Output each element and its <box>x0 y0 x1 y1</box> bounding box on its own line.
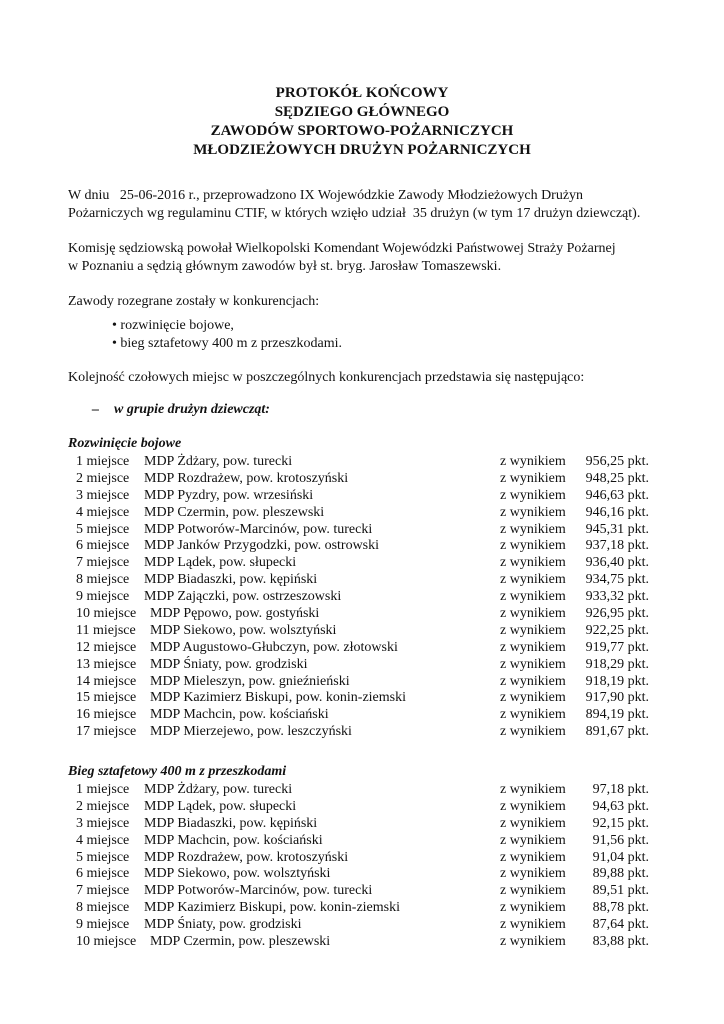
table-row <box>0 799 724 816</box>
intro-line-2: Pożarniczych wg regulaminu CTIF, w których wzięło udział 35 drużyn (w tym 17 drużyn dziewcząt). <box>68 206 641 221</box>
team-cell: MDP Pępowo, pow. gostyński <box>150 606 320 622</box>
rank-cell: 9 miejsce <box>76 917 130 933</box>
result-label: z wynikiem <box>500 798 566 814</box>
team-cell: MDP Kazimierz Biskupi, pow. konin-ziemski <box>150 690 406 706</box>
section-title-rozwiniecie: Rozwinięcie bojowe <box>68 436 182 451</box>
score-cell: 948,25 pkt. <box>585 470 649 486</box>
score-cell: 89,51 pkt. <box>592 883 649 899</box>
result-label: z wynikiem <box>500 656 566 672</box>
team-cell: MDP Śniaty, pow. grodziski <box>150 656 308 672</box>
table-row <box>0 917 724 934</box>
result-label: z wynikiem <box>500 934 566 950</box>
team-cell: MDP Żdżary, pow. turecki <box>144 454 293 469</box>
table-row <box>0 555 724 572</box>
team-cell: MDP Siekowo, pow. wolsztyński <box>144 866 331 882</box>
result-label: z wynikiem <box>500 782 566 797</box>
score-cell: 926,95 pkt. <box>585 606 649 622</box>
table-row <box>0 782 724 799</box>
team-cell: MDP Potworów-Marcinów, pow. turecki <box>144 883 373 899</box>
team-cell: MDP Machcin, pow. kościański <box>144 832 323 848</box>
rank-cell: 14 miejsce <box>76 673 137 689</box>
result-label: z wynikiem <box>500 589 566 605</box>
score-cell: 918,19 pkt. <box>585 673 649 689</box>
result-label: z wynikiem <box>500 883 566 899</box>
intro-paragraph <box>68 187 688 223</box>
table-row <box>0 674 724 691</box>
score-cell: 91,56 pkt. <box>592 832 649 848</box>
rank-cell: 7 miejsce <box>76 883 130 899</box>
team-cell: MDP Biadaszki, pow. kępiński <box>144 572 318 588</box>
team-cell: MDP Lądek, pow. słupecki <box>144 555 297 571</box>
results-intro: Kolejność czołowych miejsc w poszczególnych konkurencjach przedstawia się następująco: <box>68 370 585 385</box>
result-label: z wynikiem <box>500 606 566 622</box>
result-label: z wynikiem <box>500 521 566 537</box>
result-label: z wynikiem <box>500 707 566 723</box>
rank-cell: 2 miejsce <box>76 470 130 486</box>
result-label: z wynikiem <box>500 673 566 689</box>
result-label: z wynikiem <box>500 555 566 571</box>
team-cell: MDP Potworów-Marcinów, pow. turecki <box>144 521 373 537</box>
score-cell: 934,75 pkt. <box>585 572 649 588</box>
result-label: z wynikiem <box>500 487 566 503</box>
score-cell: 946,63 pkt. <box>585 487 649 503</box>
table-row <box>0 934 724 951</box>
competitions-intro: Zawody rozegrane zostały w konkurencjach: <box>68 294 320 309</box>
rank-cell: 17 miejsce <box>76 724 137 740</box>
commission-line-1: Komisję sędziowską powołał Wielkopolski Komendant Wojewódzki Państwowej Straży Pożarnej <box>68 241 616 256</box>
team-cell: MDP Mierzejewo, pow. leszczyński <box>150 724 352 740</box>
table-row <box>0 707 724 724</box>
title-line-3: ZAWODÓW SPORTOWO-POŻARNICZYCH <box>210 123 514 139</box>
rank-cell: 8 miejsce <box>76 900 130 916</box>
result-label: z wynikiem <box>500 622 566 638</box>
result-label: z wynikiem <box>500 504 566 520</box>
score-cell: 89,88 pkt. <box>592 866 649 882</box>
group-label: w grupie drużyn dziewcząt: <box>114 402 270 417</box>
rank-cell: 5 miejsce <box>76 849 130 865</box>
score-cell: 945,31 pkt. <box>585 521 649 537</box>
result-label: z wynikiem <box>500 815 566 831</box>
commission-line-2: w Poznaniu a sędzią głównym zawodów był st. bryg. Jarosław Tomaszewski. <box>68 259 502 274</box>
rank-cell: 1 miejsce <box>76 454 130 469</box>
rank-cell: 13 miejsce <box>76 656 137 672</box>
table-row <box>0 866 724 883</box>
team-cell: MDP Czermin, pow. pleszewski <box>150 934 331 950</box>
score-cell: 918,29 pkt. <box>585 656 649 672</box>
intro-line-1: W dniu 25-06-2016 r., przeprowadzono IX Wojewódzkie Zawody Młodzieżowych Drużyn <box>68 188 584 203</box>
team-cell: MDP Siekowo, pow. wolsztyński <box>150 622 337 638</box>
table-row <box>0 833 724 850</box>
result-label: z wynikiem <box>500 849 566 865</box>
score-cell: 88,78 pkt. <box>592 900 649 916</box>
team-cell: MDP Mieleszyn, pow. gnieźnieński <box>150 673 350 689</box>
score-cell: 919,77 pkt. <box>585 639 649 655</box>
table-row <box>0 640 724 657</box>
table-row <box>0 572 724 589</box>
score-cell: 933,32 pkt. <box>585 589 649 605</box>
score-cell: 936,40 pkt. <box>585 555 649 571</box>
rank-cell: 7 miejsce <box>76 555 130 571</box>
table-row <box>0 690 724 707</box>
results-table-rozwiniecie <box>0 454 724 741</box>
team-cell: MDP Żdżary, pow. turecki <box>144 782 293 797</box>
table-row <box>0 454 724 471</box>
table-row <box>0 522 724 539</box>
score-cell: 937,18 pkt. <box>585 538 649 554</box>
title-line-1: PROTOKÓŁ KOŃCOWY <box>275 85 449 101</box>
competition-item: • rozwinięcie bojowe, <box>112 318 234 333</box>
team-cell: MDP Kazimierz Biskupi, pow. konin-ziemski <box>144 900 400 916</box>
rank-cell: 15 miejsce <box>76 690 137 706</box>
score-cell: 946,16 pkt. <box>585 504 649 520</box>
rank-cell: 16 miejsce <box>76 707 137 723</box>
result-label: z wynikiem <box>500 454 566 469</box>
result-label: z wynikiem <box>500 538 566 554</box>
rank-cell: 6 miejsce <box>76 538 130 554</box>
team-cell: MDP Augustowo-Głubczyn, pow. złotowski <box>150 639 398 655</box>
title-line-4: MŁODZIEŻOWYCH DRUŻYN POŻARNICZYCH <box>193 142 531 158</box>
result-label: z wynikiem <box>500 639 566 655</box>
rank-cell: 6 miejsce <box>76 866 130 882</box>
score-cell: 917,90 pkt. <box>585 690 649 706</box>
table-row <box>0 488 724 505</box>
section-title-bieg: Bieg sztafetowy 400 m z przeszkodami <box>68 764 287 779</box>
score-cell: 956,25 pkt. <box>585 454 649 469</box>
document-title <box>0 84 724 160</box>
group-heading <box>92 401 270 419</box>
team-cell: MDP Machcin, pow. kościański <box>150 707 329 723</box>
result-label: z wynikiem <box>500 572 566 588</box>
table-row <box>0 589 724 606</box>
team-cell: MDP Rozdrażew, pow. krotoszyński <box>144 849 349 865</box>
team-cell: MDP Biadaszki, pow. kępiński <box>144 815 318 831</box>
table-row <box>0 900 724 917</box>
rank-cell: 12 miejsce <box>76 639 137 655</box>
table-row <box>0 657 724 674</box>
result-label: z wynikiem <box>500 724 566 740</box>
result-label: z wynikiem <box>500 690 566 706</box>
rank-cell: 8 miejsce <box>76 572 130 588</box>
team-cell: MDP Lądek, pow. słupecki <box>144 798 297 814</box>
title-line-2: SĘDZIEGO GŁÓWNEGO <box>274 104 450 120</box>
score-cell: 922,25 pkt. <box>585 622 649 638</box>
table-row <box>0 850 724 867</box>
rank-cell: 3 miejsce <box>76 487 130 503</box>
score-cell: 91,04 pkt. <box>592 849 649 865</box>
score-cell: 83,88 pkt. <box>592 934 649 950</box>
competitions-list <box>112 317 342 353</box>
rank-cell: 11 miejsce <box>76 622 136 638</box>
table-row <box>0 505 724 522</box>
table-row <box>0 816 724 833</box>
results-table-bieg <box>0 782 724 951</box>
rank-cell: 2 miejsce <box>76 798 130 814</box>
table-row <box>0 471 724 488</box>
rank-cell: 10 miejsce <box>76 606 137 622</box>
table-row <box>0 606 724 623</box>
team-cell: MDP Czermin, pow. pleszewski <box>144 504 325 520</box>
score-cell: 92,15 pkt. <box>592 815 649 831</box>
team-cell: MDP Janków Przygodzki, pow. ostrowski <box>144 538 380 554</box>
result-label: z wynikiem <box>500 917 566 933</box>
score-cell: 891,67 pkt. <box>585 724 649 740</box>
competition-item: • bieg sztafetowy 400 m z przeszkodami. <box>112 336 342 351</box>
table-row <box>0 724 724 741</box>
commission-paragraph <box>68 240 688 276</box>
score-cell: 87,64 pkt. <box>592 917 649 933</box>
team-cell: MDP Rozdrażew, pow. krotoszyński <box>144 470 349 486</box>
result-label: z wynikiem <box>500 470 566 486</box>
score-cell: 894,19 pkt. <box>585 707 649 723</box>
rank-cell: 5 miejsce <box>76 521 130 537</box>
result-label: z wynikiem <box>500 832 566 848</box>
group-dash: – <box>92 402 99 417</box>
score-cell: 97,18 pkt. <box>592 782 649 797</box>
table-row <box>0 538 724 555</box>
table-row <box>0 883 724 900</box>
rank-cell: 4 miejsce <box>76 504 130 520</box>
rank-cell: 9 miejsce <box>76 589 130 605</box>
rank-cell: 10 miejsce <box>76 934 137 950</box>
rank-cell: 4 miejsce <box>76 832 130 848</box>
result-label: z wynikiem <box>500 900 566 916</box>
table-row <box>0 623 724 640</box>
result-label: z wynikiem <box>500 866 566 882</box>
rank-cell: 3 miejsce <box>76 815 130 831</box>
team-cell: MDP Pyzdry, pow. wrzesiński <box>144 487 314 503</box>
rank-cell: 1 miejsce <box>76 782 130 797</box>
team-cell: MDP Zajączki, pow. ostrzeszowski <box>144 589 342 605</box>
score-cell: 94,63 pkt. <box>592 798 649 814</box>
team-cell: MDP Śniaty, pow. grodziski <box>144 917 302 933</box>
